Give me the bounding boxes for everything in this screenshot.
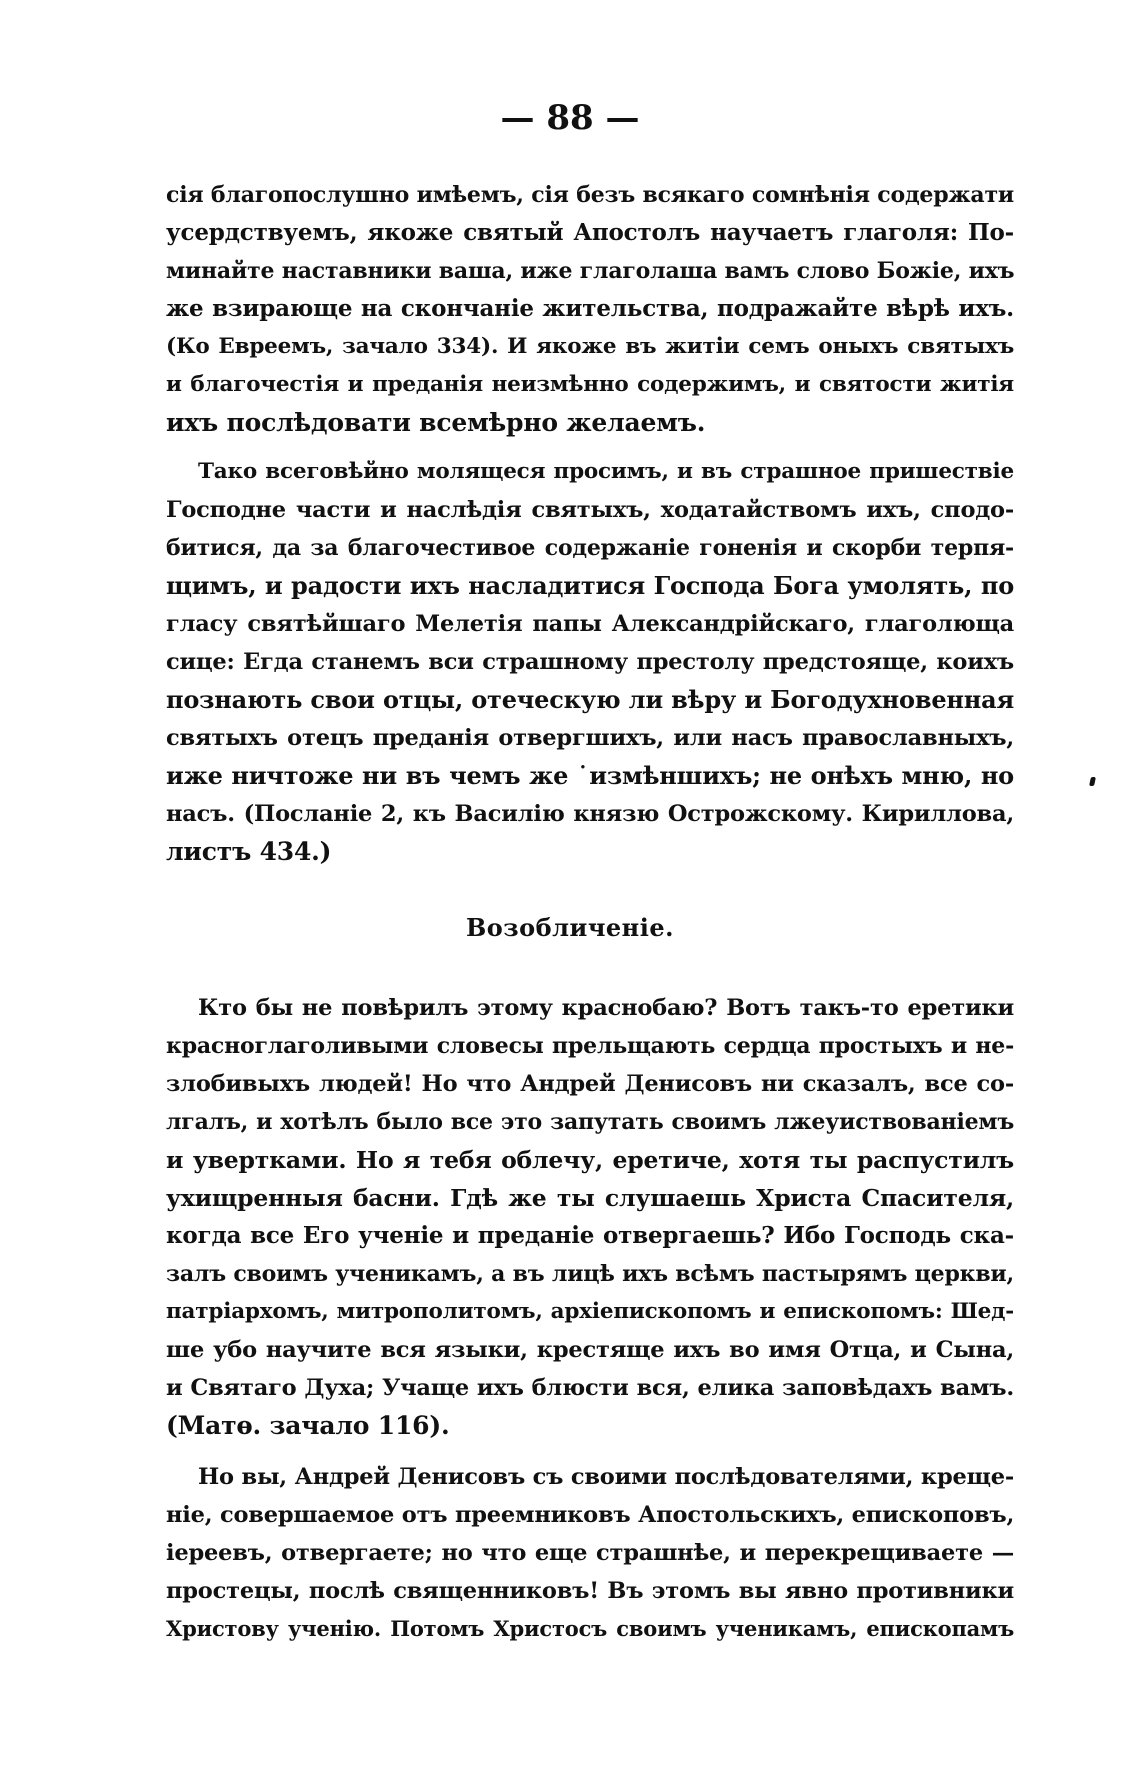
text-line: ніе, совершаемое отъ преемниковъ Апостольскихъ, епископовъ, bbox=[166, 1502, 1015, 1528]
text-line: Кто бы не повѣрилъ этому краснобаю? Вотъ такъ-то еретики bbox=[198, 995, 1014, 1021]
section-heading: Возобличеніе. bbox=[466, 913, 674, 942]
text-line: битися, да за благочестивое содержаніе гоненія и скорби терпя- bbox=[166, 535, 1014, 561]
text-line: щимъ, и радости ихъ насладитися Господа Бога умолять, по bbox=[166, 571, 1014, 600]
text-line: ихъ послѣдовати всемѣрно желаемъ. bbox=[166, 408, 706, 437]
text-line: познають свои отцы, отеческую ли вѣру и Богодухновенная bbox=[166, 685, 1014, 714]
text-line: патріархомъ, митрополитомъ, архіепископомъ и епископомъ: Шед- bbox=[166, 1299, 1014, 1324]
text-line: листъ 434.) bbox=[166, 837, 332, 866]
text-line: и благочестія и преданія неизмѣнно содержимъ, и святости житія bbox=[166, 372, 1014, 397]
text-line: (Ко Евреемъ, зачало 334). И якоже въ житіи семъ оныхъ святыхъ bbox=[166, 334, 1014, 359]
text-line: сице: Егда станемъ вси страшному престолу предстояще, коихъ bbox=[166, 649, 1014, 675]
text-line: злобивыхъ людей! Но что Андрей Денисовъ ни сказалъ, все со- bbox=[166, 1071, 1014, 1097]
text-line: иже ничтоже ни въ чемъ же ˙измѣншихъ; не онѣхъ мню, но bbox=[166, 761, 1014, 790]
text-line: минайте наставники ваша, иже глаголаша вамъ слово Божіе, ихъ bbox=[166, 258, 1015, 284]
text-line: простецы, послѣ священниковъ! Въ этомъ вы явно противники bbox=[166, 1578, 1014, 1604]
paragraph-1 bbox=[166, 176, 1014, 442]
text-line: когда все Его ученіе и преданіе отвергаешь? Ибо Господь ска- bbox=[166, 1222, 1014, 1249]
text-line: и увертками. Но я тебя облечу, еретиче, хотя ты распустилъ bbox=[166, 1146, 1014, 1174]
text-line: сія благопослушно имѣемъ, сія безъ всякаго сомнѣнія содержати bbox=[166, 182, 1014, 208]
paragraph-3 bbox=[166, 989, 1014, 1445]
margin-ink-mark bbox=[1089, 777, 1096, 786]
text-line: красноглаголивыми словесы прельщають сердца простыхъ и не- bbox=[166, 1033, 1014, 1059]
text-line: усердствуемъ, якоже святый Апостолъ научаетъ глаголя: По- bbox=[166, 219, 1014, 246]
text-line: Тако всеговѣйно молящеся просимъ, и въ страшное пришествіе bbox=[198, 459, 1014, 484]
text-line: гласу святѣйшаго Мелетія папы Александрійскаго, глаголюща bbox=[166, 611, 1014, 637]
text-line: (Матѳ. зачало 116). bbox=[166, 1411, 450, 1440]
text-line: насъ. (Посланіе 2, къ Василію князю Острожскому. Кириллова, bbox=[166, 801, 1014, 827]
text-line: Христову ученію. Потомъ Христосъ своимъ ученикамъ, епископамъ bbox=[166, 1616, 1014, 1641]
text-line: ухищренныя басни. Гдѣ же ты слушаешь Христа Спасителя, bbox=[166, 1184, 1014, 1212]
text-line: залъ своимъ ученикамъ, а въ лицѣ ихъ всѣмъ пастырямъ церкви, bbox=[166, 1261, 1014, 1287]
text-line: же взирающе на скончаніе жительства, подражайте вѣрѣ ихъ. bbox=[166, 295, 1014, 322]
text-line: и Святаго Духа; Учаще ихъ блюсти вся, елика заповѣдахъ вамъ. bbox=[166, 1375, 1014, 1401]
paragraph-2 bbox=[166, 453, 1014, 871]
text-line: святыхъ отецъ преданія отвергшихъ, или насъ православныхъ, bbox=[166, 725, 1014, 751]
page-number: — 88 — bbox=[500, 98, 640, 138]
text-line: Господне части и наслѣдія святыхъ, ходатайствомъ ихъ, сподо- bbox=[166, 497, 1014, 523]
text-line: ше убо научите вся языки, крестяще ихъ во имя Отца, и Сына, bbox=[166, 1337, 1014, 1363]
text-line: іереевъ, отвергаете; но что еще страшнѣе, и перекрещиваете — bbox=[166, 1540, 1014, 1566]
text-line: Но вы, Андрей Денисовъ съ своими послѣдователями, креще- bbox=[198, 1464, 1014, 1490]
paragraph-4 bbox=[166, 1458, 1014, 1648]
text-line: лгалъ, и хотѣлъ было все это запутать своимъ лжеуиствованіемъ bbox=[166, 1109, 1014, 1135]
